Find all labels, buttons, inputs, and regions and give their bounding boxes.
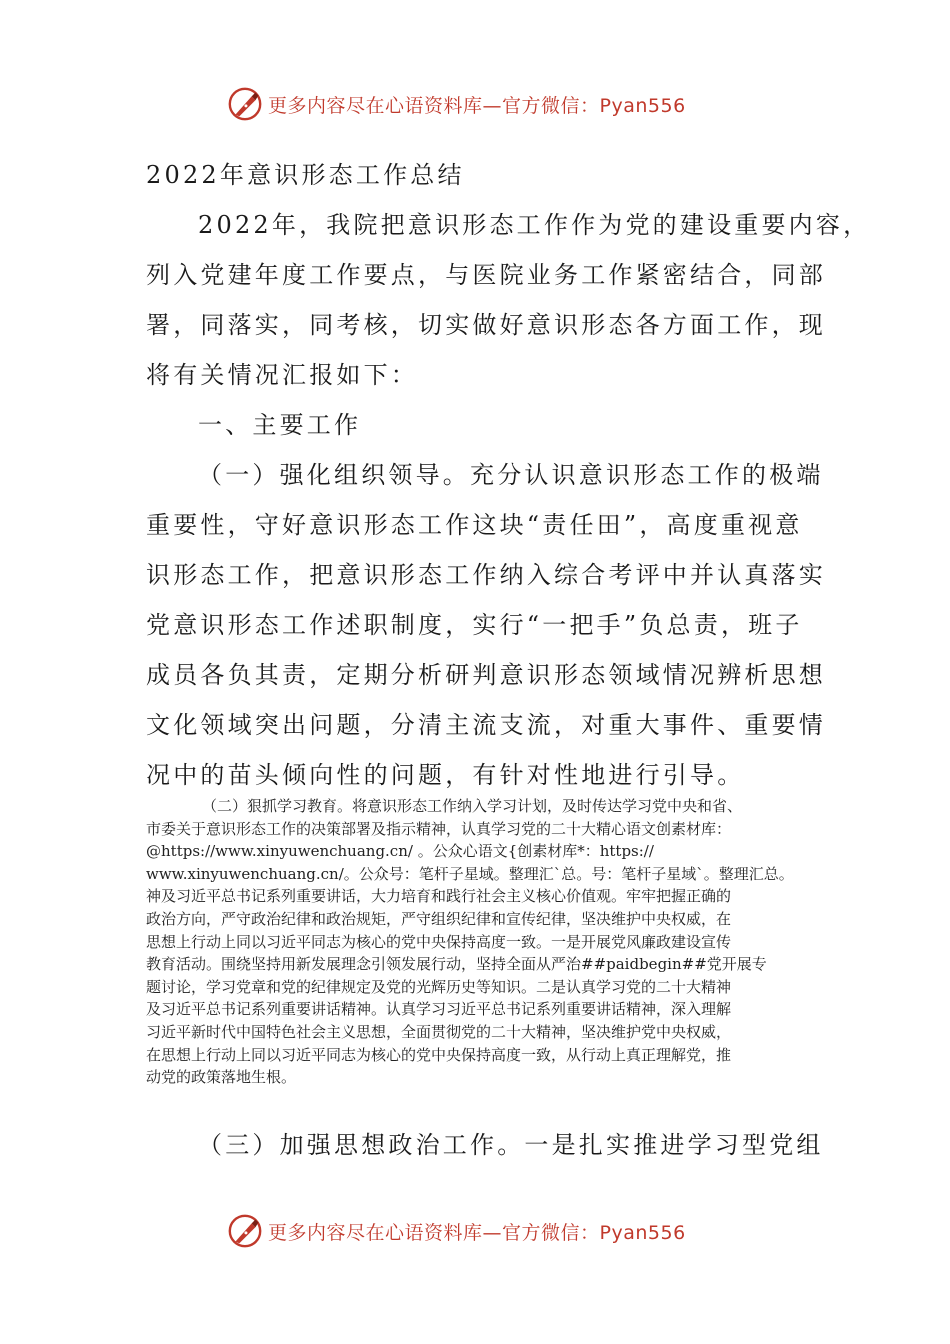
para1-line: （一）强化组织领导。充分认识意识形态工作的极端 — [198, 461, 824, 489]
para1-line: 党意识形态工作述职制度，实行“一把手”负总责，班子 — [146, 611, 803, 639]
para1-line: 文化领域突出问题，分清主流支流，对重大事件、重要情 — [146, 711, 826, 739]
para1-line: 识形态工作，把意识形态工作纳入综合考评中并认真落实 — [146, 561, 826, 589]
pen-nib-logo-icon — [226, 1212, 264, 1250]
section-heading: 一、主要工作 — [198, 411, 362, 439]
document-title: 2022年意识形态工作总结 — [146, 161, 465, 189]
para2-line: 及习近平总书记系列重要讲话精神。认真学习习近平总书记系列重要讲话精神，深入理解 — [146, 1000, 732, 1019]
watermark-text: 更多内容尽在心语资料库—官方微信：Pyan556 — [268, 94, 686, 117]
para2-line: 在思想上行动上同以习近平同志为核心的党中央保持高度一致，从行动上真正理解党，推 — [146, 1045, 732, 1064]
para2-line: 习近平新时代中国特色社会主义思想，全面贯彻党的二十大精神，坚决维护党中央权威， — [146, 1022, 732, 1041]
para2-block — [146, 795, 820, 1089]
para2-line: 教育活动。围绕坚持用新发展理念引领发展行动，坚持全面从严治##paidbegin##党开展专 — [146, 955, 767, 974]
intro-line: 2022年，我院把意识形态工作作为党的建设重要内容， — [198, 211, 871, 239]
para2-line: 市委关于意识形态工作的决策部署及指示精神，认真学习党的二十大精心语文创素材库： — [146, 819, 732, 838]
pen-nib-logo-icon — [226, 85, 264, 123]
watermark-text: 更多内容尽在心语资料库—官方微信：Pyan556 — [268, 1221, 686, 1244]
para2-line: 动党的政策落地生根。 — [146, 1068, 297, 1087]
para2-line: 神及习近平总书记系列重要讲话，大力培育和践行社会主义核心价值观。牢牢把握正确的 — [146, 887, 732, 906]
para1-line: 成员各负其责，定期分析研判意识形态领域情况辨析思想 — [146, 661, 826, 689]
para2-line: 思想上行动上同以习近平同志为核心的党中央保持高度一致。一是开展党风廉政建设宣传 — [146, 932, 732, 951]
intro-line: 将有关情况汇报如下： — [146, 361, 418, 389]
intro-line: 列入党建年度工作要点，与医院业务工作紧密结合，同部 — [146, 261, 826, 289]
para2-line: 题讨论，学习党章和党的纪律规定及党的光辉历史等知识。二是认真学习党的二十大精神 — [146, 977, 732, 996]
para2-line: 政治方向，严守政治纪律和政治规矩，严守组织纪律和宣传纪律，坚决维护中央权威，在 — [146, 909, 732, 928]
intro-line: 署，同落实，同考核，切实做好意识形态各方面工作，现 — [146, 311, 826, 339]
para1-line: 重要性，守好意识形态工作这块“责任田”，高度重视意 — [146, 511, 803, 539]
watermark-banner-top — [226, 84, 686, 124]
para1-line: 况中的苗头倾向性的问题，有针对性地进行引导。 — [146, 761, 745, 789]
para2-line: www.xinyuwenchuang.cn/。公众号：笔杆子星域。整理汇`总。号：笔杆子星域`。整理汇总。 — [146, 864, 794, 883]
para2-line: @https://www.xinyuwenchuang.cn/ 。公众心语文{创素材库*：https:// — [146, 842, 654, 861]
para2-line: （二）狠抓学习教育。将意识形态工作纳入学习计划，及时传达学习党中央和省、 — [202, 797, 743, 815]
para3-line: （三）加强思想政治工作。一是扎实推进学习型党组 — [198, 1131, 824, 1159]
watermark-banner-bottom — [226, 1211, 686, 1251]
